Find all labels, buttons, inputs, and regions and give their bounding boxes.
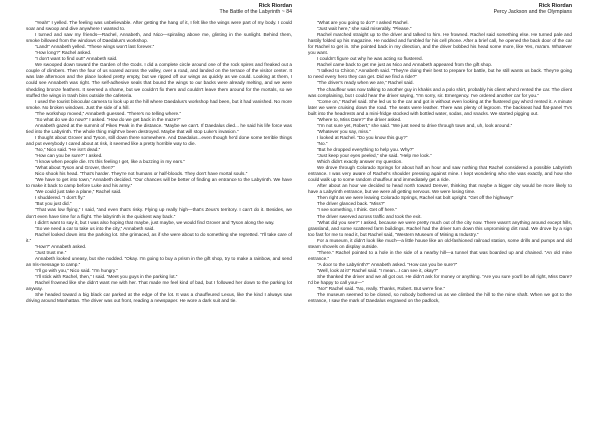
paragraph: I used the tourist binocular camera to look up at the hill where Daedalus's workshop had been, but it had vanished. No more smoke. No broken windows. Just the side of a hill. <box>26 98 292 110</box>
header-author: Rick Riordan <box>258 3 292 9</box>
paragraph: The driver swerved across traffic and took the exit. <box>317 213 422 219</box>
paragraph: “I see something, I think. Get off here.” <box>317 207 397 213</box>
paragraph: I looked at Rachel. “Do you know this guy?” <box>317 134 408 140</box>
paragraph: Then right as we were leaving Colorado Springs, Rachel sat bolt upright. “Get off the highway!” <box>317 195 514 201</box>
paragraph: “How?” Annabeth asked. <box>35 243 87 249</box>
paragraph: “Just wait here,” she said miserably. “Please.” <box>317 26 412 32</box>
paragraph: Rachel looked down into the parking lot. She grimaced, as if she were about to do something she regretted. “I'll take care of it.” <box>26 231 292 243</box>
paragraph: “The workshop moved,” Annabeth guessed. “There's no telling where.” <box>35 110 182 116</box>
paragraph: We drove through Colorado Springs for about half an hour and saw nothing that Rachel considered a possible Labyrinth entrance. I was very aware of Rachel's shoulder pressing against mine. I kept wondering who she was exactly, and how she could walk up to some random chauffeur and immediately get a ride. <box>308 165 572 183</box>
paragraph: “The driver's ready when we are,” Rachel said. <box>317 80 414 86</box>
paragraph: “What are you going to do?” I asked Rachel. <box>317 20 409 25</box>
paragraph: “What about Tyson and Grover, then?” <box>35 165 115 171</box>
paragraph: “Whatever you say, miss.” <box>317 128 371 134</box>
paragraph: Annabeth looked uneasy, but she nodded. “Okay. I'm going to buy a prism in the gift shop, try to make a rainbow, and send an Iris-message to camp.” <box>26 255 292 267</box>
header-author: Rick Riordan <box>538 3 572 9</box>
page-body <box>308 20 572 304</box>
paragraph: “I'll stick with Rachel, then,” I said. “Meet you guys in the parking lot.” <box>35 273 178 279</box>
paragraph: “So what do we do now?” I asked. “How do we get back in the maze?” <box>35 116 181 122</box>
header-title: Percy Jackson and the Olympians <box>493 9 572 15</box>
paragraph: She headed toward a big black car parked at the edge of the lot. It was a chauffeured Lexus, like the kind I always saw driving around Manhattan. The driver was out front, reading a newspaper. He wore a dark suit and tie. <box>26 292 292 304</box>
right-page <box>300 0 600 424</box>
paragraph: “How long?” Rachel asked. <box>35 50 92 56</box>
paragraph: After about an hour we decided to head north toward Denver, thinking that maybe a bigger city would be more likely to have a Labyrinth entrance, but we were all getting nervous. We were losing time. <box>308 183 572 195</box>
paragraph: Rachel marched straight up to the driver and talked to him. He frowned. Rachel said something else. He turned pale and hastily folded up his magazine. He nodded and fumbled for his cell phone. After a brief call, he opened the back door of the car for Rachel to get in. She pointed back in my direction, and the driver bobbed his head some more, like Yes, ma'am. Whatever you want. <box>308 32 572 56</box>
paragraph: The museum seemed to be closed, so nobody bothered us as we climbed the hill to the mine shaft. When we got to the entrance, I saw the mark of Daedalus engraved on the padlock, <box>308 292 572 304</box>
paragraph: “Where to, Miss Dare?” the driver asked. <box>317 116 402 122</box>
paragraph: “I talked to Chiron,” Annabeth said. “They're doing their best to prepare for battle, but he still wants us back. They're going to need every hero they can get. Did we find a ride?” <box>308 68 572 80</box>
header-title: The Battle of the Labyrinth ~ 84 <box>219 9 292 15</box>
paragraph: Rachel frowned like she didn't want me with her. That made me feel kind of bad, but I followed her down to the parking lot anyway. <box>26 280 292 292</box>
paragraph: “No,” Nico said. “He isn't dead.” <box>35 146 101 152</box>
paragraph: She thanked the driver and we all got out. He didn't ask for money or anything. “Are you sure you'll be all right, Miss Dare? I'd be happy to call your—” <box>308 273 572 286</box>
paragraph: “But you just did.” <box>35 201 72 207</box>
paragraph: Annabeth gazed at the summit of Pikes Peak in the distance. “Maybe we can't. If Daedalus died... he said his life force was tied into the Labyrinth. The whole thing might've been destroyed. Maybe that will stop Luke's invasion.” <box>26 122 292 134</box>
paragraph: I thought about Grover and Tyson, still down there somewhere. And Daedalus...even though he'd done some terrible things and put everybody I cared about at risk, it seemed like a pretty horrible way to die. <box>26 134 292 146</box>
paragraph: I didn't want to say it, but I was also hoping that maybe, just maybe, we would find Grover and Tyson along the way. <box>35 219 275 225</box>
paragraph: “That was low flying,” I said, “and even that's risky. Flying up really high—that's Zeus's territory. I can't do it. Besides, we don't even have time for a flight. The labyrinth is the quickest way back.” <box>26 207 292 219</box>
paragraph: “Just keep your eyes peeled,” she said. “Help me look.” <box>317 153 432 159</box>
paragraph: “Land!” Annabeth yelled. “These wings won't last forever.” <box>35 44 155 50</box>
paragraph: The chauffeur was now talking to another guy in khakis and a polo shirt, probably his client who'd rented the car. The client was complaining, but I could hear the driver saying, “I'm sorry, sir. Emergency. I've ordered another car for you.” <box>308 86 572 98</box>
page-header <box>26 3 292 15</box>
paragraph: “Well, look at it!” Rachel said. “I mean...I can see it, okay?” <box>317 267 439 273</box>
page-body <box>26 20 292 304</box>
paragraph: “No!” Rachel said. “No, really. Thanks, Robert. But we're fine.” <box>317 286 446 292</box>
paragraph: “So we need a car to take us into the city,” Annabeth said. <box>35 225 155 231</box>
paragraph: “I'm not sure yet, Robert,” she said. “We just need to drive through town and, uh, look around.” <box>317 122 513 128</box>
paragraph: “What did you see?” I asked, because we were pretty much out of the city now. There wasn't anything around except hills, grassland, and some scattered farm buildings. Rachel had the driver turn down this unpromising dirt road. We drove by a sign too fast for me to read it, but Rachel said, “Western Museum of Mining & Industry.” <box>308 219 572 237</box>
paragraph: I turned and saw my friends—Rachel, Annabeth, and Nico—spiraling above me, glinting in the sunlight. Behind them, smoke billowed from the windows of Daedalus's workshop. <box>26 32 292 44</box>
paragraph: “A door to the Labyrinth?” Annabeth asked. “How can you be sure?” <box>317 261 458 267</box>
page-header <box>308 3 572 15</box>
paragraph: “Come on,” Rachel said. She led us to the car and got in without even looking at the flustered guy who'd rented it. A minute later we were cruising down the road. The seats were leather. There was plenty of legroom. The backseat had flat-panel TVs built into the headrests and a mini-fridge stocked with bottled water, sodas, and snacks. We started pigging out. <box>308 98 572 116</box>
paragraph: Nico shook his head. “That's harder. They're not humans or half-bloods. They don't have mortal souls.” <box>35 171 248 177</box>
paragraph: “But he dropped everything to help you. Why?” <box>317 146 414 152</box>
paragraph: Rachel came back to get me just as Nico and Annabeth appeared from the gift shop. <box>317 62 493 68</box>
paragraph: “I'll go with you,” Nico said. “I'm hungry.” <box>35 267 118 273</box>
paragraph: Which didn't exactly answer my question. <box>317 159 403 165</box>
paragraph: “I don't want to find out!” Annabeth said. <box>35 56 118 62</box>
paragraph: I shuddered. “I don't fly.” <box>35 195 86 201</box>
paragraph: For a museum, it didn't look like much—a little house like an old-fashioned railroad station, some drills and pumps and old steam shovels on display outside. <box>308 237 572 249</box>
paragraph: “I know when people die. It's this feeling I get, like a buzzing in my ears.” <box>35 159 185 165</box>
paragraph: “We could just take a plane,” Rachel said. <box>35 189 122 195</box>
paragraph: “Yeah!” I yelled. The feeling was unbelievable. After getting the hang of it, I felt like the wings were part of my body. I could soar and swoop and dive anywhere I wanted to. <box>26 20 292 32</box>
paragraph: The driver glanced back. “Miss?” <box>317 201 385 207</box>
paragraph: “No.” <box>317 140 328 146</box>
paragraph: I couldn't figure out why he was acting so flustered. <box>317 56 423 62</box>
paragraph: “Just trust me.” <box>35 249 67 255</box>
paragraph: “How can you be sure?” I asked. <box>35 153 103 159</box>
paragraph: We swooped down toward the Garden of the Gods. I did a complete circle around one of the rock spires and freaked out a couple of climbers. Then the four of us soared across the valley, over a road, and landed on the terrace of the visitor center. It was late afternoon and the place looked pretty empty, but we ripped off our wings as quickly as we could. Looking at them, I could see Annabeth was right. The self-adhesive seals that bound the wings to our backs were already melting, and we were shedding bronze feathers. It seemed a shame, but we couldn't fix them and couldn't leave them around for the mortals, so we stuffed the wings in trash bins outside the cafeteria. <box>26 62 292 98</box>
paragraph: “We have to get into town,” Annabeth decided. “Our chances will be better of finding an entrance to the Labyrinth. We have to make it back to camp before Luke and his army.” <box>26 177 292 189</box>
paragraph: “There.” Rachel pointed to a hole in the side of a nearby hill—a tunnel that was boarded up and chained. “An old mine entrance.” <box>308 249 572 261</box>
